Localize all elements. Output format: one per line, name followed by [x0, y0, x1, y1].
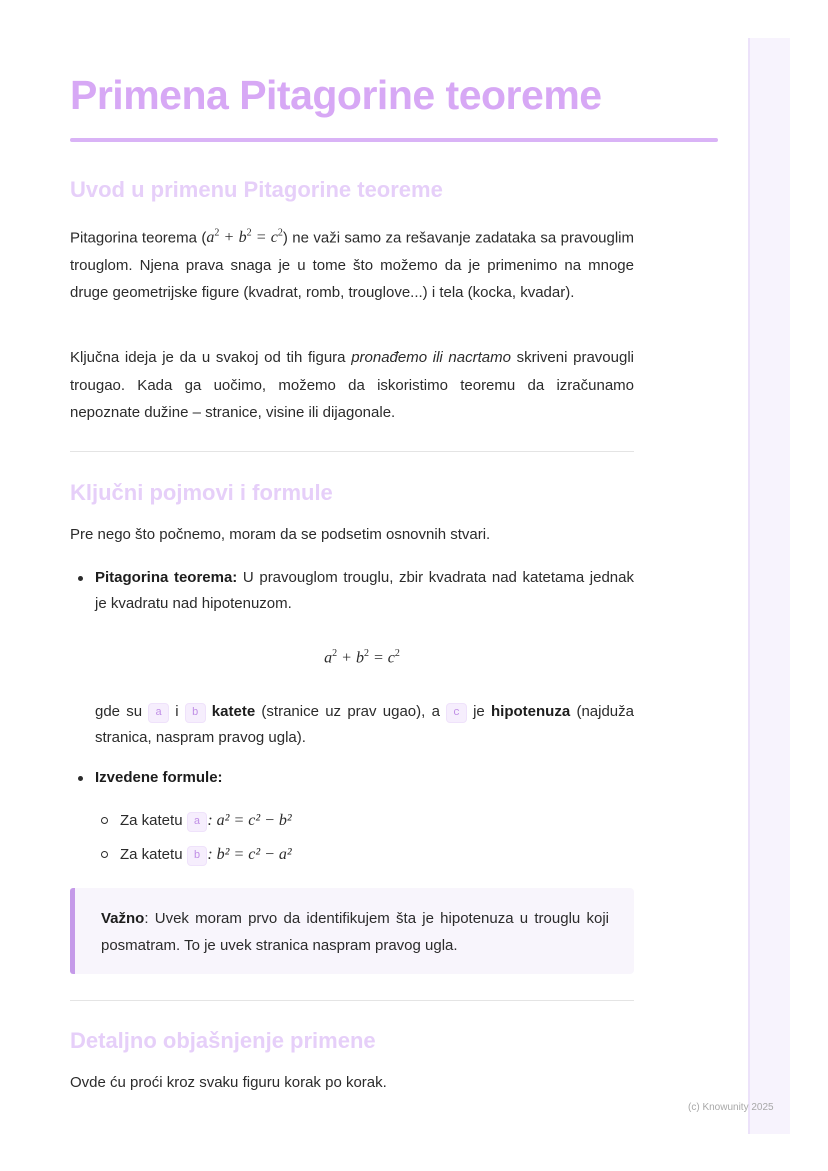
details-intro: Ovde ću proći kroz svaku figuru korak po korak. [70, 1074, 387, 1091]
chip-b: b [185, 703, 206, 723]
intro-p1-text-after: ) ne važi samo za rešavanje zadataka sa pravouglim trouglom. Njena prava snaga je u tome što možemo da je primenimo na mnoge druge geometrijske figure (kvadrat, romb, trouglove...) i tela (kocka, kvadar). [70, 229, 635, 302]
intro-p2-text-before: Ključna ideja je da u svakoj od tih figura [70, 349, 352, 366]
note-body: : Uvek moram prvo da identifikujem šta je hipotenuza u trouglu koji posmatram. To je uvek stranica naspram pravog ugla. [101, 910, 609, 954]
important-note-box [70, 888, 634, 974]
explain-text-2: i [169, 703, 185, 720]
chip-sub1-a: a [187, 812, 208, 832]
section-heading-intro: Uvod u primenu Pitagorine teoreme [70, 177, 443, 202]
intro-paragraph-2 [70, 344, 634, 427]
explain-hipotenuza: hipotenuza [491, 703, 571, 720]
intro-p2-emphasis: pronađemo ili nacrtamo [351, 349, 511, 366]
section-heading-details: Detaljno objašnjenje primene [70, 1028, 376, 1053]
bullet-derived-formulas [95, 765, 634, 791]
chip-c: c [446, 703, 467, 723]
explain-text-7: (najduža stranica, naspram pravog ugla). [95, 703, 634, 746]
section-heading-concepts: Ključni pojmovi i formule [70, 480, 333, 505]
formula-kateta-b: : b² = c² − a² [207, 846, 292, 863]
explain-katete: katete [211, 703, 256, 720]
formula-pythagoras: $a^2 + b^2 = c^2$ [324, 648, 400, 667]
explain-text-1: gde su [95, 703, 149, 720]
section-divider-2 [70, 1000, 634, 1001]
note-label: Važno [101, 910, 145, 927]
intro-paragraph-1 [70, 220, 634, 307]
page-title: Primena Pitagorine teoreme [70, 72, 602, 118]
intro-p1-text-before: Pitagorina teorema ( [70, 229, 207, 247]
formula-kateta-a: : a² = c² − b² [207, 812, 292, 829]
sub-bullet-2 [101, 851, 108, 858]
bullet-pythagoras [95, 565, 634, 617]
bullet-dot-1 [78, 576, 83, 581]
right-margin-panel [748, 38, 790, 1134]
sub-item-kateta-a [120, 808, 292, 834]
section-divider-1 [70, 451, 634, 452]
bullet-dot-2 [78, 776, 83, 781]
important-note-text [101, 905, 609, 959]
intro-p1-formula: $a^2 + b^2 = c^2$ [206, 228, 283, 247]
concepts-intro: Pre nego što počnemo, moram da se podsetim osnovnih stvari. [70, 526, 491, 543]
sub2-prefix: Za katetu [120, 846, 187, 863]
chip-a: a [148, 703, 169, 723]
sub1-prefix: Za katetu [120, 812, 187, 829]
intro-p2-text-after: skriveni pravougli trougao. Kada ga uočimo, možemo da iskoristimo teoremu da izračunamo nepoznate dužine – stranice, visine ili dijagonale. [70, 349, 634, 421]
bullet-pythagoras-text: U pravouglom trouglu, zbir kvadrata nad katetama jednak je kvadratu nad hipotenuzom. [95, 569, 634, 612]
bullet-pythagoras-label: Pitagorina teorema: [95, 569, 238, 586]
sub-bullet-1 [101, 817, 108, 824]
chip-sub2-b: b [187, 846, 208, 866]
bullet-derived-label: Izvedene formule: [95, 769, 223, 786]
formula-explanation [95, 699, 634, 751]
explain-text-5: je [466, 703, 492, 720]
explain-text-4: (stranice uz prav ugao), a [255, 703, 447, 720]
sub-item-kateta-b [120, 842, 292, 868]
right-margin-border [748, 38, 750, 1134]
copyright-footer: (c) Knowunity 2025 [688, 1102, 774, 1113]
title-underline [70, 138, 718, 142]
note-accent-bar [70, 888, 75, 974]
